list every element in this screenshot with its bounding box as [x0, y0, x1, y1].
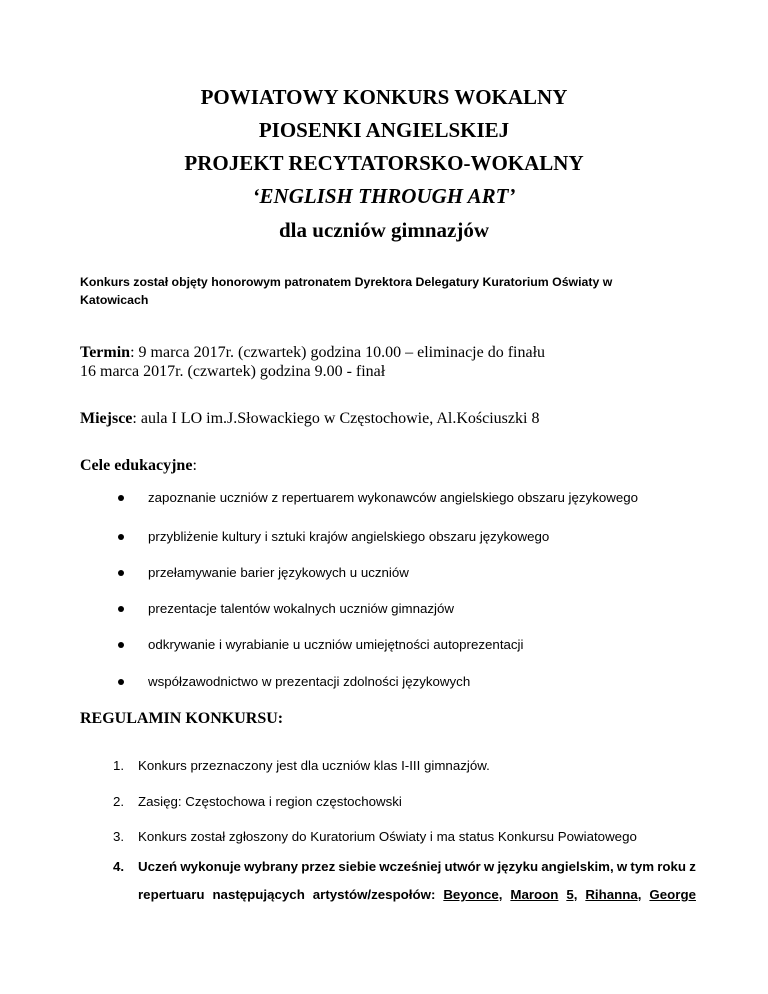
regulamin-heading: REGULAMIN KONKURSU: [80, 710, 284, 727]
word: utwór [444, 859, 481, 874]
artist-name: Beyonce, [443, 887, 503, 902]
artist-name: Rihanna, [585, 887, 642, 902]
artist-name: Maroon [510, 887, 559, 902]
termin-line-1 [80, 343, 545, 362]
title-line-5: dla uczniów gimnazjów [279, 218, 489, 242]
termin-text-1: : 9 marca 2017r. (czwartek) godzina 10.00 – eliminacje do finału [130, 344, 546, 361]
word: artystów/zespołów: [312, 887, 436, 902]
word: języku [497, 859, 539, 874]
word: następujących [212, 887, 305, 902]
miejsce-text: : aula I LO im.J.Słowackiego w Częstochowie, Al.Kościuszki 8 [132, 410, 540, 427]
regulamin-item-3-number: 3. [113, 829, 125, 844]
word: repertuaru [138, 887, 205, 902]
word: wykonuje [180, 859, 241, 874]
regulamin-item-2: Zasięg: Częstochowa i region częstochowski [138, 794, 402, 809]
bullet-icon [118, 606, 124, 612]
bullet-icon [118, 495, 124, 501]
title-line-2: PIOSENKI ANGIELSKIEJ [258, 118, 510, 142]
word: roku [657, 859, 687, 874]
cele-label: Cele edukacyjne [80, 457, 193, 474]
regulamin-item-1: Konkurs przeznaczony jest dla uczniów klas I-III gimnazjów. [138, 758, 490, 773]
word: w [483, 859, 495, 874]
regulamin-item-4-line-1 [138, 858, 696, 876]
artist-name: 5, [566, 887, 578, 902]
word: tym [630, 859, 655, 874]
bullet-icon [118, 534, 124, 540]
title-line-4: ‘ENGLISH THROUGH ART’ [252, 184, 516, 208]
regulamin-item-4-line-2 [138, 886, 696, 904]
word: siebie [338, 859, 377, 874]
cele-item-3: przełamywanie barier językowych u uczniów [148, 565, 409, 580]
word: w [616, 859, 628, 874]
cele-item-5: odkrywanie i wyrabianie u uczniów umiejętności autoprezentacji [148, 637, 524, 652]
bullet-icon [118, 642, 124, 648]
word: wcześniej [379, 859, 442, 874]
word: wybrany [244, 859, 299, 874]
bullet-icon [118, 570, 124, 576]
word: z [689, 859, 696, 874]
word: angielskim, [541, 859, 614, 874]
title-line-1: POWIATOWY KONKURS WOKALNY [200, 85, 568, 109]
regulamin-item-1-number: 1. [113, 758, 125, 773]
title-line-3: PROJEKT RECYTATORSKO-WOKALNY [184, 151, 584, 175]
cele-heading [80, 456, 197, 475]
patronage-line-2: Katowicach [80, 293, 149, 307]
patronage-line-1: Konkurs został objęty honorowym patronatem Dyrektora Delegatury Kuratorium Oświaty w [80, 275, 613, 289]
miejsce-line [80, 409, 539, 428]
cele-item-6: współzawodnictwo w prezentacji zdolności językowych [148, 674, 471, 689]
artist-name: George [649, 887, 696, 902]
cele-colon: : [192, 457, 197, 474]
bullet-icon [118, 679, 124, 685]
miejsce-label: Miejsce [80, 410, 133, 427]
termin-label: Termin [80, 344, 131, 361]
regulamin-item-2-number: 2. [113, 794, 125, 809]
regulamin-item-3: Konkurs został zgłoszony do Kuratorium Oświaty i ma status Konkursu Powiatowego [138, 829, 637, 844]
termin-line-2: 16 marca 2017r. (czwartek) godzina 9.00 - finał [80, 363, 386, 380]
regulamin-item-4-number: 4. [113, 859, 125, 874]
cele-item-1: zapoznanie uczniów z repertuarem wykonawców angielskiego obszaru językowego [148, 490, 639, 505]
cele-item-2: przybliżenie kultury i sztuki krajów angielskiego obszaru językowego [148, 529, 550, 544]
word: Uczeń [138, 859, 178, 874]
word: przez [301, 859, 336, 874]
cele-item-4: prezentacje talentów wokalnych uczniów gimnazjów [148, 601, 454, 616]
